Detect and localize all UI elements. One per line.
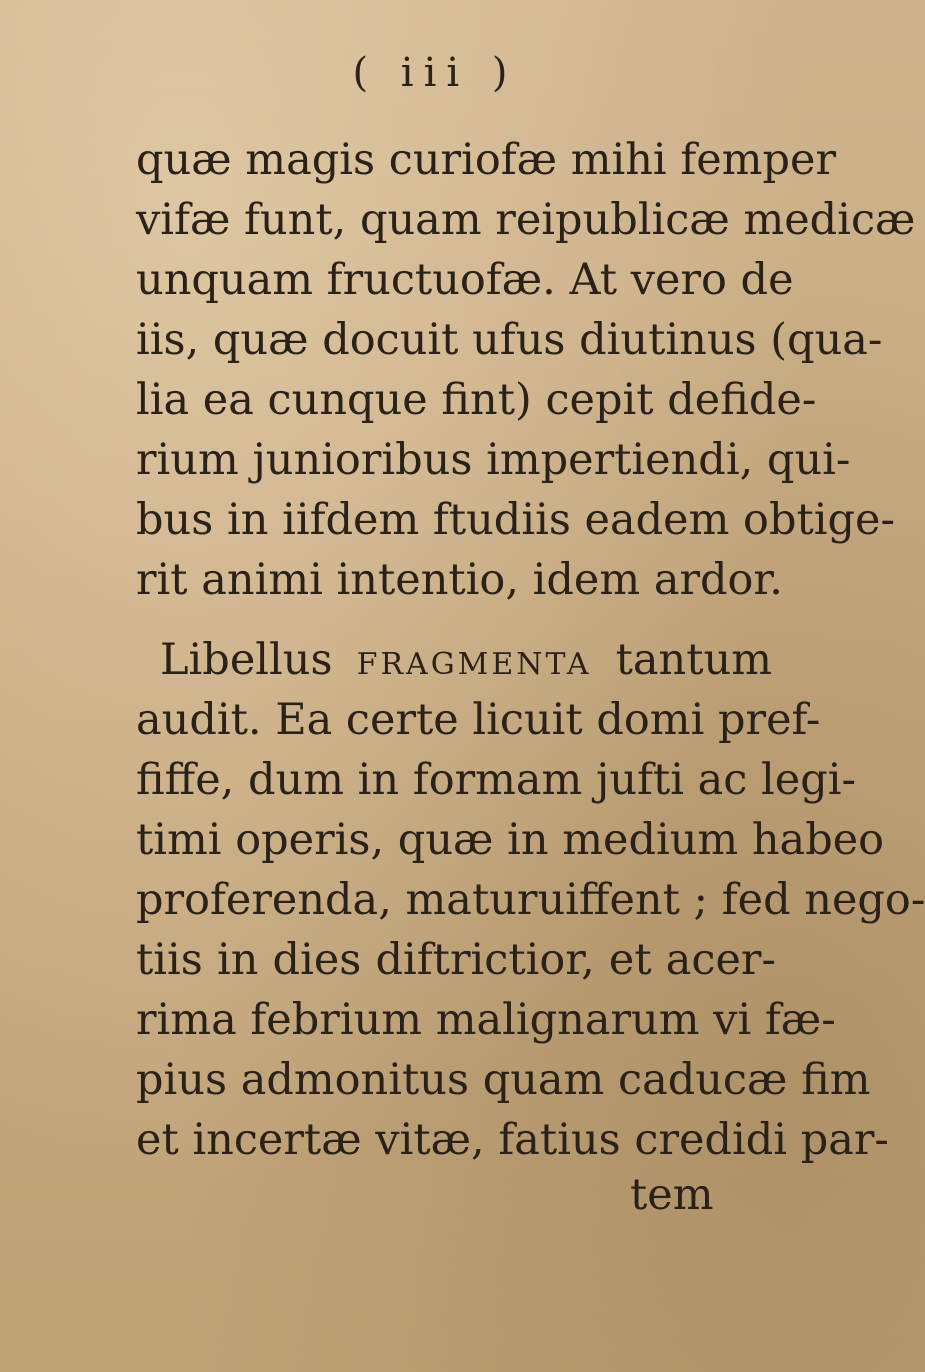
- text-line: timi operis, quæ in medium habeo: [136, 815, 885, 865]
- text-line: rium junioribus impertiendi, qui-: [136, 435, 851, 485]
- text-line: audit. Ea certe licuit domi pref-: [136, 695, 821, 745]
- text-line: fiffe, dum in formam jufti ac legi-: [136, 755, 857, 805]
- paragraph-end-word: tantum: [615, 635, 772, 685]
- text-line: unquam fructuofæ. At vero de: [136, 255, 794, 305]
- page-number-header: ( iii ): [352, 50, 518, 96]
- smallcaps-title: FRAGMENTA: [356, 647, 592, 682]
- text-line: et incertæ vitæ, fatius credidi par-: [136, 1115, 889, 1165]
- paragraph-start-word: Libellus: [160, 635, 333, 685]
- text-line: rima febrium malignarum vi fæ-: [136, 995, 836, 1045]
- text-line: tiis in dies diftrictior, et acer-: [136, 935, 776, 985]
- paragraph-first-line: [160, 630, 772, 695]
- text-line: bus in iifdem ftudiis eadem obtige-: [136, 495, 896, 545]
- catchword: tem: [630, 1170, 714, 1220]
- text-line: pius admonitus quam caducæ fim: [136, 1055, 871, 1105]
- text-line: lia ea cunque fint) cepit defide-: [136, 375, 817, 425]
- text-line: iis, quæ docuit ufus diutinus (qua-: [136, 315, 883, 365]
- text-line: quæ magis curiofæ mihi femper: [136, 135, 837, 185]
- text-line: proferenda, maturuiffent ; fed nego-: [136, 875, 925, 925]
- text-line: rit animi intentio, idem ardor.: [136, 555, 783, 605]
- text-line: vifæ funt, quam reipublicæ medicæ: [136, 195, 916, 245]
